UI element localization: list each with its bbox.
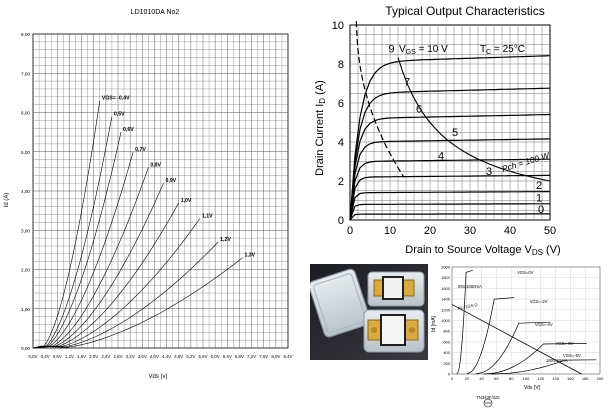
br-x-tick-label: 180 (581, 376, 589, 381)
left-y-tick-label: 3,00 (21, 228, 30, 234)
left-x-tick-label: 5,6V (198, 354, 208, 359)
left-x-tick-label: 7,6V (259, 354, 269, 359)
left-y-tick-label: 5,00 (21, 149, 30, 155)
left-x-tick-label: 0,8V (52, 354, 62, 359)
br-x-tick-label: 120 (537, 376, 545, 381)
left-x-tick-label: 6,8V (234, 354, 244, 359)
br-y-tick-label: 2000 (441, 264, 450, 270)
br-curve-label: VGS=0V (517, 269, 534, 275)
bottom-right-annotation-4: 160V,50mA (546, 358, 568, 363)
pch-label: Pch = 100 W (500, 150, 551, 174)
left-curve-label: VGS= -0,4V (101, 95, 130, 102)
br-y-tick-label: 400 (443, 350, 450, 356)
br-curve-label: VGS=-6V (555, 341, 574, 347)
bottom-right-annotation-2: RL=13.6 Ω (457, 301, 479, 311)
left-curve-label: 0,5V (113, 111, 125, 118)
br-y-tick-label: 1200 (441, 307, 450, 313)
left-chart-y-label: Id (A) (4, 192, 10, 208)
left-curve-label: 1,1V (201, 213, 213, 220)
right-top-chart (305, 0, 615, 262)
photo-image (310, 264, 428, 360)
left-x-tick-label: 2,4V (101, 354, 111, 359)
rt-x-tick-label: 40 (503, 225, 517, 237)
left-x-tick-label: 1,6V (77, 354, 87, 359)
left-y-tick-label: 0,00 (21, 346, 30, 351)
br-x-tick-label: 100 (522, 376, 530, 381)
br-x-tick-label: 60 (494, 376, 499, 381)
left-y-tick-label: 4,00 (21, 189, 30, 194)
bottom-right-chart (428, 262, 615, 408)
br-y-tick-label: 600 (443, 339, 450, 345)
left-chart-grid (33, 34, 288, 348)
left-curve-label: 0,6V (123, 127, 134, 134)
rt-y-tick-label: 0 (337, 215, 344, 227)
br-curve-label: VGS=-8V (563, 352, 581, 358)
br-y-tick-label: 0 (447, 371, 450, 377)
transistor-symbol-icon (484, 399, 492, 407)
left-chart-title: LD1010DA No2 (130, 9, 180, 16)
right-top-chart-y-label: Drain Current ID (A) (314, 80, 327, 176)
left-curve-label: 0,7V (135, 146, 146, 153)
br-x-tick-label: 200 (596, 376, 604, 381)
left-x-tick-label: 6,0V (210, 354, 220, 359)
left-y-tick-label: 2,00 (21, 267, 30, 273)
vgs-annotation: $V_{GS} = 10$ V (399, 44, 448, 56)
tc-annotation: $T_C = 25^\circ C$ (480, 44, 525, 56)
br-x-tick-label: 160 (567, 376, 574, 381)
rt-curve-label: 2 (536, 179, 543, 192)
bottom-right-annotation-3: TN343F/323 (476, 395, 500, 400)
left-curve-label: 1,2V (220, 237, 231, 244)
left-curve-label: 0,8V (150, 162, 162, 169)
left-y-tick-label: 1,00 (21, 306, 30, 312)
br-x-tick-label: 0 (450, 376, 454, 381)
left-chart-x-ticks (28, 354, 292, 359)
left-x-tick-label: 8,4V (283, 354, 293, 359)
rt-y-tick-label: 8 (337, 59, 344, 71)
br-x-tick-label: 20 (464, 376, 470, 381)
left-y-tick-label: 6,00 (21, 110, 30, 116)
left-x-tick-label: 4,4V (162, 354, 172, 359)
rt-curve-label: 1 (536, 192, 543, 205)
br-y-tick-label: 800 (443, 328, 450, 334)
br-x-tick-label: 80 (508, 376, 514, 381)
left-y-tick-label: 7,00 (21, 71, 30, 77)
left-x-tick-label: 3,2V (125, 354, 135, 359)
left-x-tick-label: 8,0V (271, 354, 281, 359)
rt-x-tick-label: 0 (346, 225, 354, 237)
rt-x-tick-label: 10 (383, 225, 397, 237)
left-x-tick-label: 1,2V (64, 354, 74, 359)
rt-curve-label: 9 (388, 43, 395, 56)
left-x-tick-label: 2,8V (113, 354, 123, 359)
bottom-right-chart-panel (428, 262, 615, 408)
br-curve-label: VGS=-4V (534, 321, 553, 327)
left-x-tick-label: 3,6V (137, 354, 147, 359)
rt-y-tick-label: 2 (337, 176, 344, 188)
left-x-tick-label: 4,0V (149, 354, 159, 359)
rt-curve-label: 4 (438, 150, 445, 163)
rt-x-tick-label: 50 (543, 225, 557, 237)
rt-curve-label: 3 (486, 166, 493, 179)
rt-y-tick-label: 4 (337, 137, 344, 149)
left-curve-label: 1,0V (180, 197, 192, 204)
left-x-tick-label: 2,0V (89, 354, 99, 359)
br-x-tick-label: 40 (479, 376, 484, 381)
left-chart-panel (0, 0, 300, 408)
bottom-right-y-label: Id [mA] (431, 316, 437, 332)
rt-x-tick-label: 20 (423, 225, 437, 237)
rt-y-tick-label: 6 (337, 98, 344, 110)
br-y-tick-label: 200 (443, 360, 450, 366)
br-y-tick-label: 1400 (441, 296, 450, 302)
br-y-tick-label: 1000 (441, 318, 450, 323)
rt-x-tick-label: 30 (463, 225, 477, 237)
right-top-chart-title: Typical Output Characteristics (385, 4, 545, 18)
left-chart (0, 0, 300, 408)
transistor-photo (310, 264, 428, 360)
bottom-right-x-label: Vds [V] (523, 385, 541, 391)
left-chart-x-label: Vds (v) (148, 374, 168, 380)
bottom-right-annotation-1: 25V,1050mA (458, 284, 482, 289)
rt-curve-label: 0 (538, 204, 545, 217)
right-top-chart-x-label: Drain to Source Voltage VDS (V) (405, 244, 561, 257)
left-x-tick-label: 6,4V (222, 354, 232, 359)
right-top-chart-panel (305, 0, 615, 262)
left-y-tick-label: 8,00 (21, 32, 30, 37)
rt-curve-label: 6 (416, 103, 423, 116)
left-x-tick-label: 4,8V (174, 354, 184, 359)
rt-curve-label: 5 (452, 127, 459, 140)
left-x-tick-label: 0,4V (40, 354, 50, 359)
left-chart-y-ticks (21, 32, 30, 351)
rt-y-tick-label: 10 (331, 20, 344, 32)
br-y-tick-label: 1800 (441, 275, 450, 281)
br-y-tick-label: 1600 (441, 285, 450, 291)
left-x-tick-label: 5,2V (186, 354, 196, 359)
br-x-tick-label: 140 (552, 376, 559, 381)
left-x-tick-label: 0,0V (28, 354, 38, 359)
left-x-tick-label: 7,2V (247, 354, 257, 359)
left-curve-label: 0,9V (165, 178, 177, 185)
br-curve-label: VGS=-2V (529, 298, 548, 304)
rt-curve-label: 7 (404, 76, 411, 89)
left-curve-label: 1,3V (244, 252, 256, 259)
